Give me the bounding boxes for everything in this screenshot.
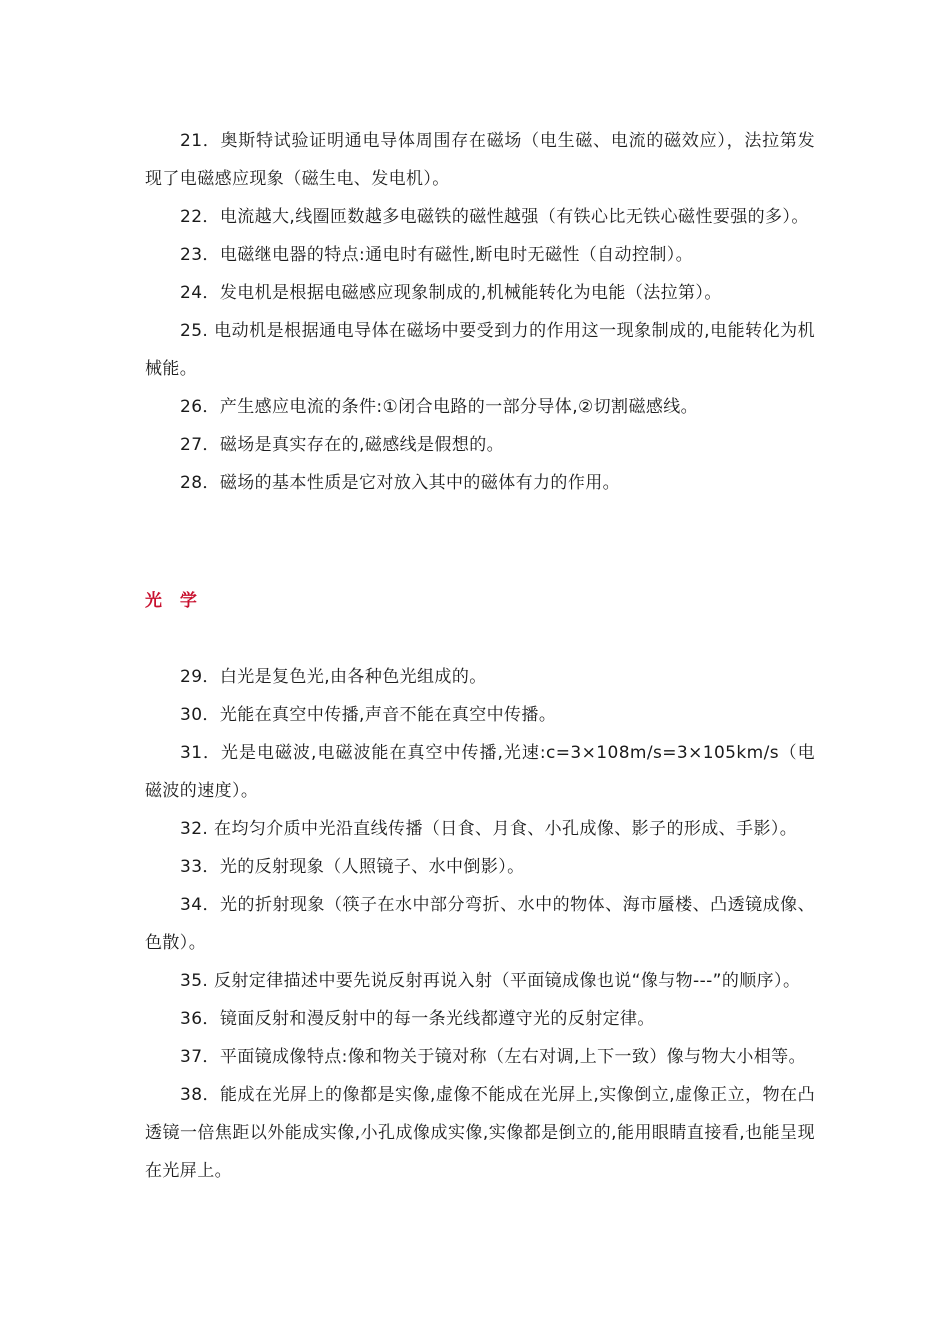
list-item: 21．奥斯特试验证明通电导体周围存在磁场（电生磁、电流的磁效应），法拉第发现了电磁感应现象（磁生电、发电机）。 [145,131,815,189]
optics-list [145,658,815,1190]
list-item: 37．平面镜成像特点:像和物关于镜对称（左右对调,上下一致）像与物大小相等。 [180,1047,806,1067]
section-title-optics: 光 学 [145,591,203,611]
list-item: 28．磁场的基本性质是它对放入其中的磁体有力的作用。 [180,473,621,493]
list-item: 35. 反射定律描述中要先说反射再说入射（平面镜成像也说“像与物---”的顺序）。 [180,971,801,991]
list-item: 38．能成在光屏上的像都是实像,虚像不能成在光屏上,实像倒立,虚像正立，物在凸透镜一倍焦距以外能成实像,小孔成像成实像,实像都是倒立的,能用眼睛直接看,也能呈现在光屏上。 [145,1085,815,1181]
list-item: 22．电流越大,线圈匝数越多电磁铁的磁性越强（有铁心比无铁心磁性要强的多）。 [180,207,809,227]
list-item: 27．磁场是真实存在的,磁感线是假想的。 [180,435,505,455]
list-item: 31．光是电磁波,电磁波能在真空中传播,光速:c=3×108m/s=3×105km/s（电磁波的速度）。 [145,743,815,801]
list-item: 26．产生感应电流的条件:①闭合电路的一部分导体,②切割磁感线。 [180,397,699,417]
list-item: 33．光的反射现象（人照镜子、水中倒影）。 [180,857,525,877]
list-item: 24．发电机是根据电磁感应现象制成的,机械能转化为电能（法拉第）。 [180,283,722,303]
list-item: 25. 电动机是根据通电导体在磁场中要受到力的作用这一现象制成的,电能转化为机械能。 [145,321,815,379]
magnetism-list [145,122,815,502]
list-item: 34．光的折射现象（筷子在水中部分弯折、水中的物体、海市蜃楼、凸透镜成像、色散）。 [145,895,815,953]
list-item: 32. 在均匀介质中光沿直线传播（日食、月食、小孔成像、影子的形成、手影）。 [180,819,798,839]
list-item: 29．白光是复色光,由各种色光组成的。 [180,667,487,687]
list-item: 30．光能在真空中传播,声音不能在真空中传播。 [180,705,557,725]
list-item: 23．电磁继电器的特点:通电时有磁性,断电时无磁性（自动控制）。 [180,245,694,265]
list-item: 36．镜面反射和漫反射中的每一条光线都遵守光的反射定律。 [180,1009,655,1029]
